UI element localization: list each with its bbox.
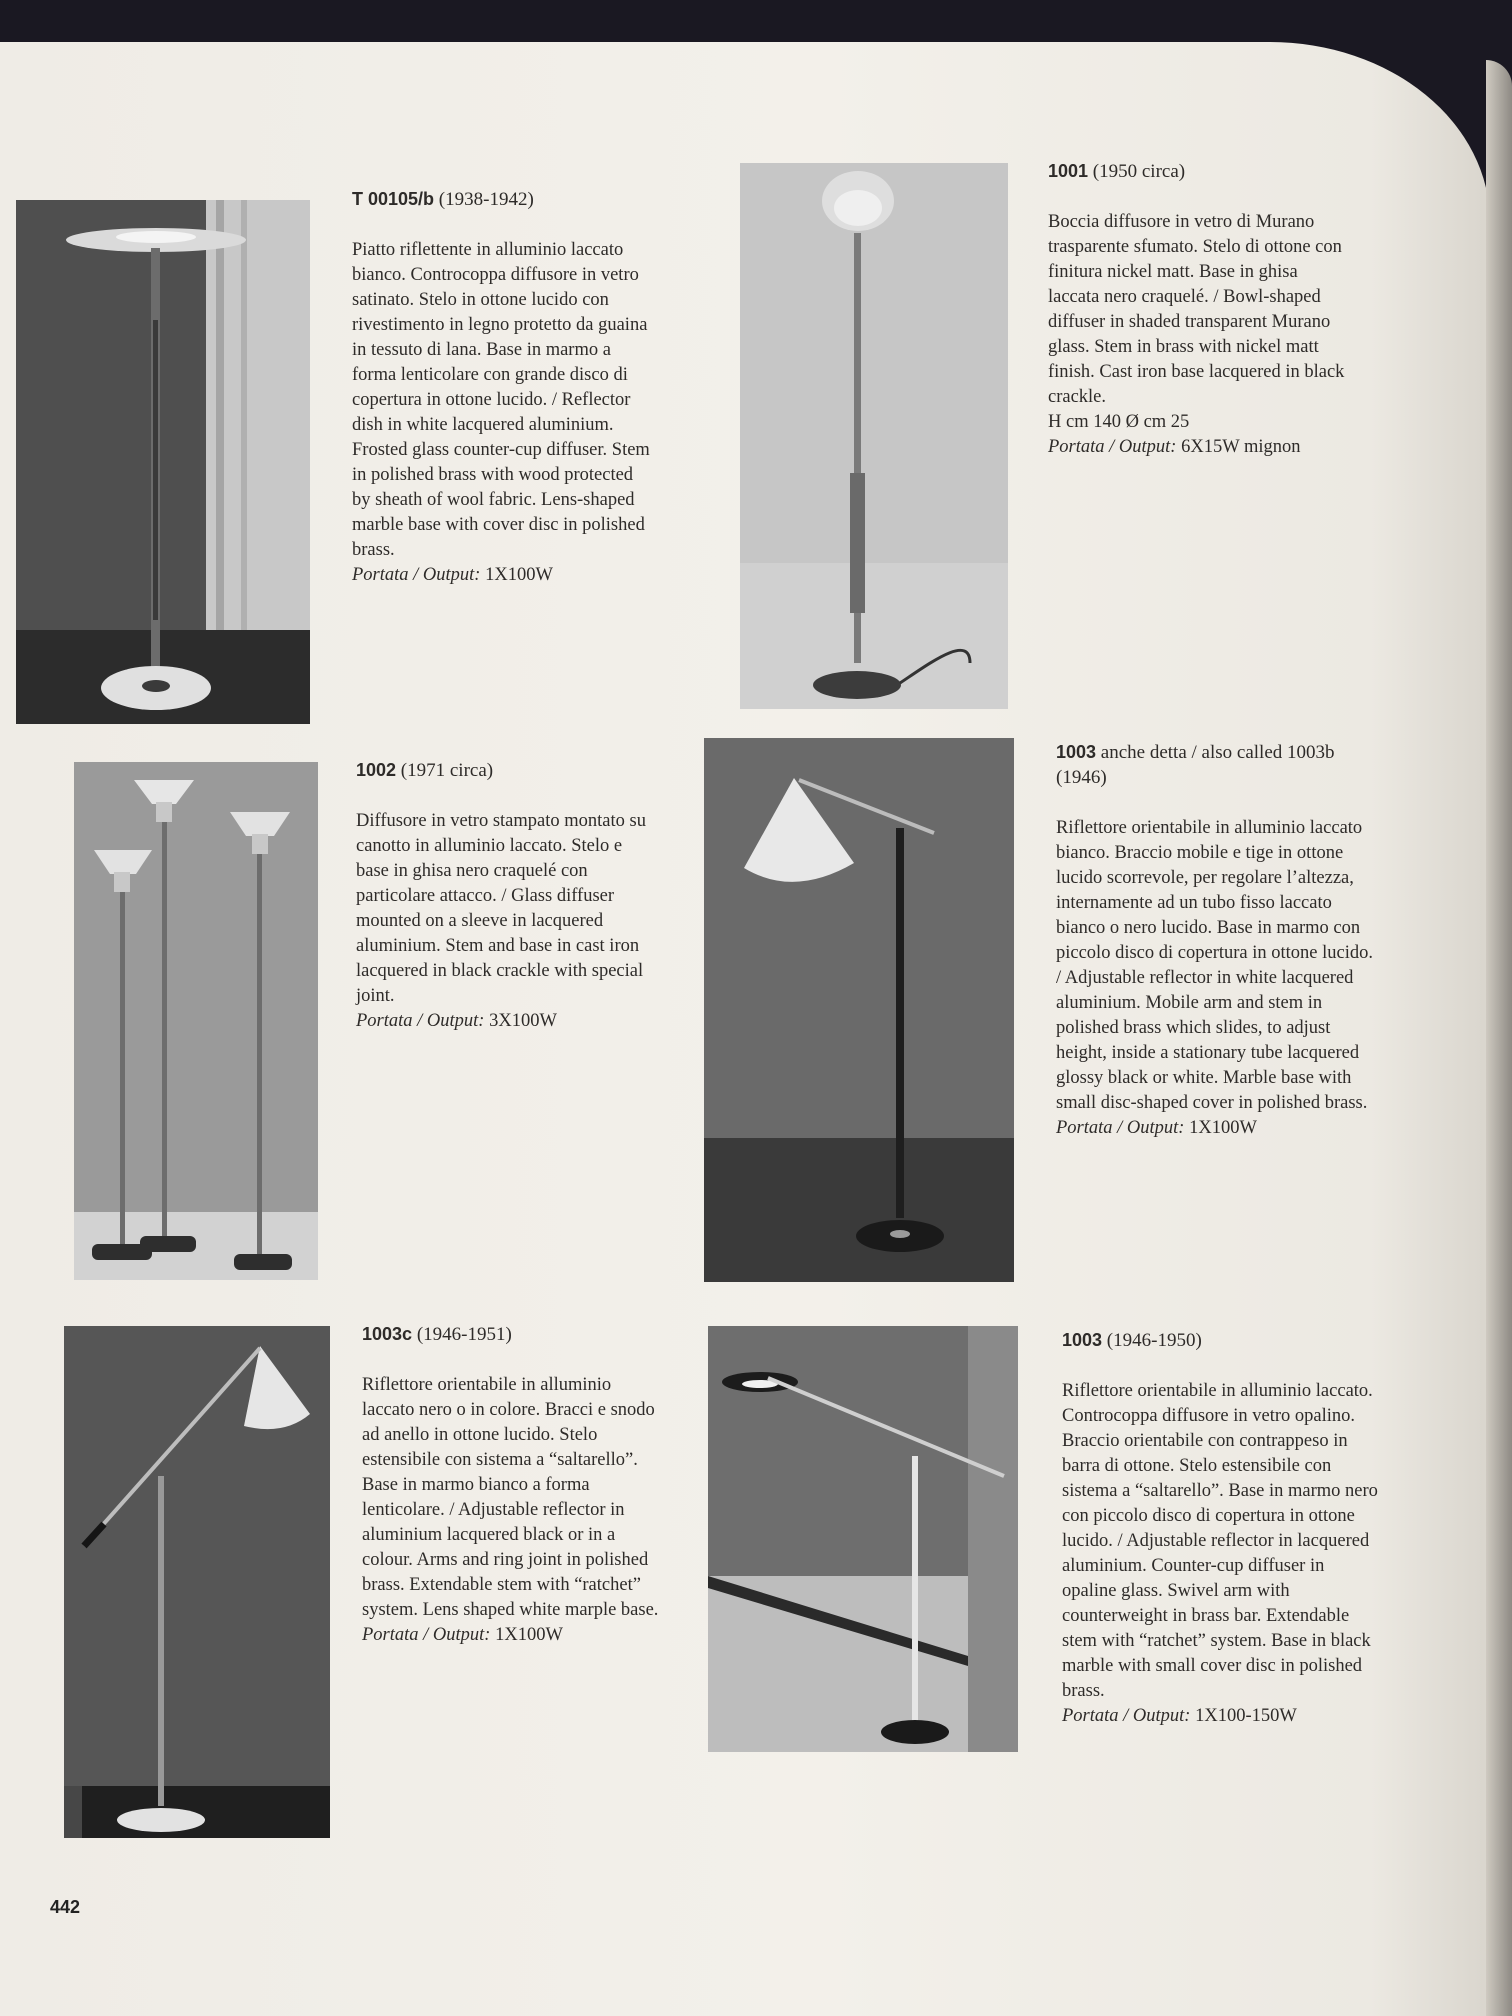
model-dimensions: H cm 140 Ø cm 25: [1048, 412, 1190, 432]
model-date: (1938-1942): [438, 189, 534, 210]
model-description: Riflettore orientabile in alluminio laccato nero o in colore. Bracci e snodo ad anello in ottone lucido. Stelo estensibile con sistema a “saltarello”. Base in marmo bianco a forma lenticolare. / Adjustable reflector in aluminium lacquered black or in a colour. Arms and ring joint in polished brass. Extendable stem with “ratchet” system. Lens shaped white marple base.: [362, 1375, 659, 1620]
output-label: Portata / Output:: [362, 1625, 491, 1645]
photo-lamp-1001: [740, 163, 1008, 709]
model-date: anche detta / also called 1003b (1946): [1056, 742, 1335, 788]
page-edge: [1486, 60, 1512, 2016]
output-value: 1X100W: [1189, 1118, 1257, 1138]
page-number: 442: [50, 1897, 81, 1917]
model-description: Riflettore orientabile in alluminio laccato. Controcoppa diffusore in vetro opalino. Braccio orientabile con contrappeso in barra di ottone. Stelo estensibile con sistema a “saltarello”. Base in marmo nero con piccolo disco di copertura in ottone lucido. / Adjustable reflector in lacquered aluminium. Counter-cup diffuser in opaline glass. Swivel arm with counterweight in brass bar. Extendable stem with “ratchet” system. Base in black marble with small cover disc in polished brass.: [1062, 1381, 1378, 1701]
output-label: Portata / Output:: [1056, 1118, 1185, 1138]
model-description: Riflettore orientabile in alluminio laccato bianco. Braccio mobile e tige in ottone lucido scorrevole, per regolare l’altezza, internamente ad un tubo fisso laccato bianco o nero lucido. Base in marmo con piccolo disco di copertura in ottone lucido. / Adjustable reflector in white lacquered aluminium. Mobile arm and stem in polished brass which slides, to adjust height, inside a stationary tube lacquered glossy black or white. Marble base with small disc-shaped cover in polished brass.: [1056, 818, 1373, 1113]
photo-lamp-1002: [74, 762, 318, 1280]
model-output: [352, 563, 652, 588]
entry-heading: [356, 758, 656, 783]
model-output: [356, 1009, 656, 1034]
entry-heading: [362, 1322, 662, 1347]
entry-1001: [1048, 159, 1348, 460]
output-value: 3X100W: [489, 1011, 557, 1031]
model-code: 1003: [1056, 742, 1097, 762]
entry-1002: [356, 758, 656, 1034]
model-output: [1048, 435, 1348, 460]
model-date: (1971 circa): [400, 760, 494, 781]
output-label: Portata / Output:: [1062, 1706, 1191, 1726]
entry-t00105b: [352, 187, 652, 588]
output-value: 1X100-150W: [1195, 1706, 1297, 1726]
model-code: T 00105/b: [352, 189, 435, 209]
entry-heading: [352, 187, 652, 212]
output-value: 1X100W: [495, 1625, 563, 1645]
photo-lamp-1003c: [64, 1326, 330, 1838]
model-output: [1056, 1116, 1376, 1141]
model-code: 1001: [1048, 161, 1089, 181]
photo-lamp-t00105b: [16, 200, 310, 724]
output-value: 6X15W mignon: [1181, 437, 1301, 457]
model-code: 1003: [1062, 1330, 1103, 1350]
model-date: (1946-1951): [416, 1324, 512, 1345]
model-description: Diffusore in vetro stampato montato su canotto in alluminio laccato. Stelo e base in ghisa nero craquelé con particolare attacco. / Glass diffuser mounted on a sleeve in lacquered aluminium. Stem and base in cast iron lacquered in black crackle with special joint.: [356, 811, 646, 1006]
entry-heading: [1048, 159, 1348, 184]
model-code: 1002: [356, 760, 397, 780]
model-description: Piatto riflettente in alluminio laccato bianco. Controcoppa diffusore in vetro satinato. Stelo in ottone lucido con rivestimento in legno protetto da guaina in tessuto di lana. Base in marmo a forma lenticolare con grande disco di copertura in ottone lucido. / Reflector dish in white lacquered aluminium. Frosted glass counter-cup diffuser. Stem in polished brass with wood protected by sheath of wool fabric. Lens-shaped marble base with cover disc in polished brass.: [352, 240, 650, 560]
model-output: [1062, 1704, 1378, 1729]
model-date: (1950 circa): [1092, 161, 1186, 182]
photo-lamp-1003b: [704, 738, 1014, 1282]
output-value: 1X100W: [485, 565, 553, 585]
output-label: Portata / Output:: [352, 565, 481, 585]
model-date: (1946-1950): [1106, 1330, 1202, 1351]
photo-lamp-1003: [708, 1326, 1018, 1752]
entry-1003c: [362, 1322, 662, 1648]
output-label: Portata / Output:: [356, 1011, 485, 1031]
output-label: Portata / Output:: [1048, 437, 1177, 457]
model-code: 1003c: [362, 1324, 413, 1344]
entry-heading: [1062, 1328, 1378, 1353]
model-description: Boccia diffusore in vetro di Murano trasparente sfumato. Stelo di ottone con finitura nickel matt. Base in ghisa laccata nero craquelé. / Bowl-shaped diffuser in shaded transparent Murano glass. Stem in brass with nickel matt finish. Cast iron base lacquered in black crackle.: [1048, 212, 1345, 407]
model-output: [362, 1623, 662, 1648]
entry-1003: [1062, 1328, 1378, 1729]
entry-1003b: [1056, 740, 1376, 1141]
entry-heading: [1056, 740, 1376, 790]
